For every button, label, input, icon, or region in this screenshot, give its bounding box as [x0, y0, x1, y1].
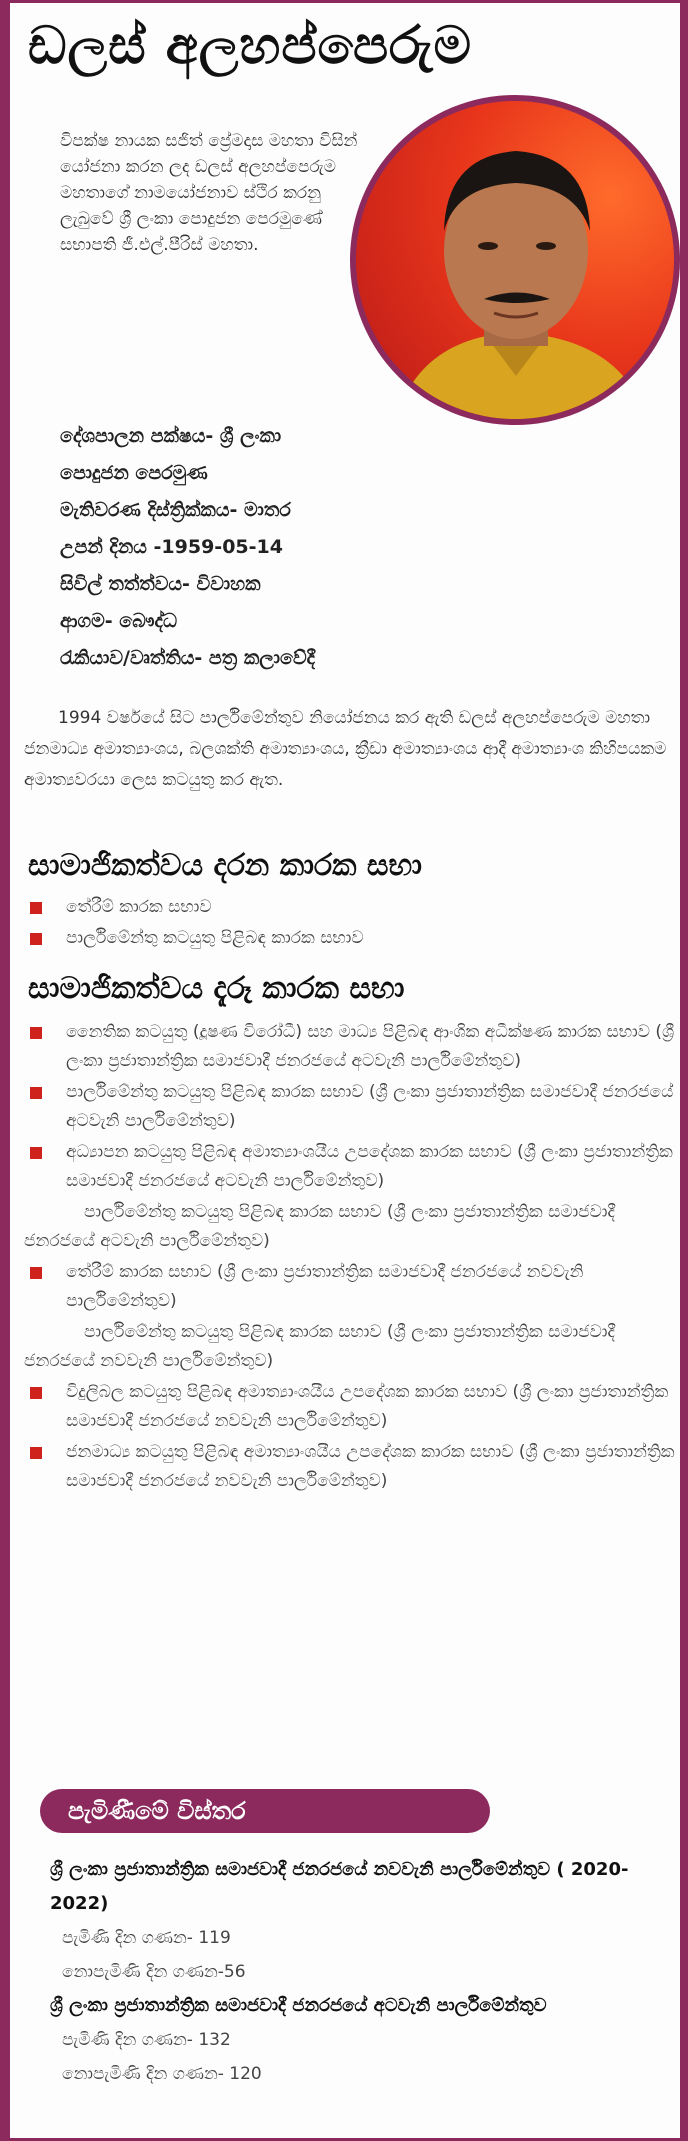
fact-party: දේශපාලන පක්ෂය- ශ්‍රී ලංකා [60, 425, 282, 447]
personal-facts [60, 418, 660, 677]
list-item: විදුලිබල කටයුතු පිළිබඳ අමාත්‍යාංශයීය උපදේශක කාරක සභාව (ශ්‍රී ලංකා ප්‍රජාතාන්ත්‍රික සමාජවාදී ජනරජයේ නවවැනි පාර්ලිමේන්තුව) [24, 1378, 679, 1436]
bullet-icon [30, 933, 42, 945]
attendance-heading: පැමිණීමේ විස්තර [40, 1789, 490, 1833]
current-committees-list [24, 893, 679, 955]
fact-district: මැතිවරණ දිස්ත්‍රික්කය- මාතර [60, 499, 291, 521]
fact-birthdate: උපන් දිනය -1959-05-14 [60, 536, 283, 558]
days-absent: නොපැමිණි දින ගණන-56 [62, 1962, 246, 1982]
parliament-name: ශ්‍රී ලංකා ප්‍රජාතාන්ත්‍රික සමාජවාදී ජනරජයේ නවවැනි පාර්ලිමේන්තුව ( 2020-2022) [50, 1859, 629, 1914]
bullet-icon [30, 1027, 42, 1039]
fact-religion: ආගම- බෞද්ධ [60, 610, 178, 632]
list-item: නෛතික කටයුතු (දූෂණ විරෝධී) සහ මාධ්‍ය පිළිබඳ ආංශික අධීක්ෂණ කාරක සභාව (ශ්‍රී ලංකා ප්‍රජාතාන්ත්‍රික සමාජවාදී ජනරජයේ අටවැනි පාර්ලිමේන්තුව) [24, 1018, 679, 1076]
days-present: පැමිණි දින ගණන- 132 [62, 2030, 231, 2050]
portrait-photo [356, 101, 674, 419]
fact-occupation: රැකියාව/වෘත්තිය- පත්‍ර කලාවේදී [60, 647, 316, 669]
list-item: පාර්ලිමේන්තු කටයුතු පිළිබඳ කාරක සභාව (ශ්‍රී ලංකා ප්‍රජාතාන්ත්‍රික සමාජවාදී ජනරජයේ අටවැනි පාර්ලිමේන්තුව) [24, 1078, 679, 1136]
list-item: පාර්ලිමේන්තු කටයුතු පිළිබඳ කාරක සභාව (ශ්‍රී ලංකා ප්‍රජාතාන්ත්‍රික සමාජවාදී ජනරජයේ අටවැනි පාර්ලිමේන්තුව) [24, 1202, 616, 1251]
days-present: පැමිණි දින ගණන- 119 [62, 1928, 231, 1948]
fact-party-cont: පොදුජන පෙරමුණ [60, 462, 208, 484]
bullet-icon [30, 1147, 42, 1159]
past-committees-list [24, 1018, 679, 1498]
bullet-icon [30, 1087, 42, 1099]
past-committees-heading: සාමාජිකත්වය දැරූ කාරක සභා [28, 971, 405, 1006]
attendance-details [50, 1853, 670, 2091]
list-item: තේරීම් කාරක සභාව [24, 893, 679, 922]
bullet-icon [30, 1267, 42, 1279]
list-item: පාර්ලිමේන්තු කටයුතු පිළිබඳ කාරක සභාව (ශ්‍රී ලංකා ප්‍රජාතාන්ත්‍රික සමාජවාදී ජනරජයේ නවවැනි පාර්ලිමේන්තුව) [24, 1322, 616, 1371]
parliament-name: ශ්‍රී ලංකා ප්‍රජාතාන්ත්‍රික සමාජවාදී ජනරජයේ අටවැනි පාර්ලිමේන්තුව [50, 1995, 547, 2016]
portrait-frame [350, 95, 680, 425]
current-committees-heading: සාමාජිකත්වය දරන කාරක සභා [28, 848, 422, 883]
intro-paragraph: විපක්ෂ නායක සජිත් ප්‍රේමදාස මහතා විසින් යෝජනා කරන ලද ඩලස් අලහප්පෙරුම මහතාගේ නාමයෝජනාව ස්ථිර කරනු ලැබුවේ ශ්‍රී ලංකා පොදුජන පෙරමුණේ සභාපති ජී.එල්.පීරිස් මහතා. [60, 131, 358, 255]
page-title: ඩලස් අලහප්පෙරුම [28, 16, 473, 76]
list-item: පාර්ලිමේන්තු කටයුතු පිළිබඳ කාරක සභාව [24, 924, 679, 953]
career-summary: 1994 වර්ෂයේ සිට පාර්ලිමේන්තුව නියෝජනය කර ඇති ඩලස් අලහප්පෙරුම මහතා ජනමාධ්‍ය අමාත්‍යාංශය, බලශක්ති අමාත්‍යාංශය, ක්‍රීඩා අමාත්‍යාංශය ආදී අමාත්‍යාංශ කිහිපයකම අමාත්‍යවරයා ලෙස කටයුතු කර ඇත. [24, 708, 667, 790]
days-absent: නොපැමිණි දින ගණන- 120 [62, 2064, 262, 2084]
fact-civil-status: සිවිල් තත්ත්වය- විවාහක [60, 573, 261, 595]
list-item: අධ්‍යාපන කටයුතු පිළිබඳ අමාත්‍යාංශයීය උපදේශක කාරක සභාව (ශ්‍රී ලංකා ප්‍රජාතාන්ත්‍රික සමාජවාදී ජනරජයේ අටවැනි පාර්ලිමේන්තුව) [24, 1138, 679, 1196]
bullet-icon [30, 1387, 42, 1399]
list-item: ජනමාධ්‍ය කටයුතු පිළිබඳ අමාත්‍යාංශයීය උපදේශක කාරක සභාව (ශ්‍රී ලංකා ප්‍රජාතාන්ත්‍රික සමාජවාදී ජනරජයේ නවවැනි පාර්ලිමේන්තුව) [24, 1438, 679, 1496]
bullet-icon [30, 902, 42, 914]
bullet-icon [30, 1447, 42, 1459]
list-item: තේරීම් කාරක සභාව (ශ්‍රී ලංකා ප්‍රජාතාන්ත්‍රික සමාජවාදී ජනරජයේ නවවැනි පාර්ලිමේන්තුව) [24, 1258, 679, 1316]
